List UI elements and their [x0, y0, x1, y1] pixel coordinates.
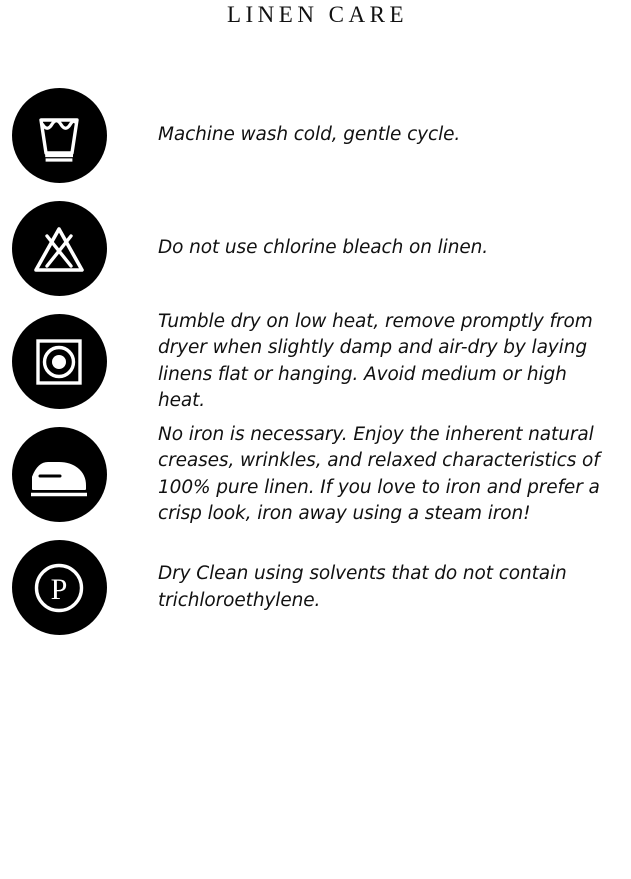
care-instruction-list: [0, 79, 631, 644]
svg-text:P: P: [50, 572, 68, 606]
text-cell: [109, 422, 617, 528]
care-row: [0, 305, 631, 418]
care-instruction-text: No iron is necessary. Enjoy the inherent natural creases, wrinkles, and relaxed characteristics of 100% pure linen. If you love to iron and prefer a crisp look, iron away using a steam iron!: [158, 423, 600, 524]
care-instruction-text: Do not use chlorine bleach on linen.: [158, 237, 489, 259]
care-instruction-text: Tumble dry on low heat, remove promptly from dryer when slightly damp and air-dry by laying linens flat or hanging. Avoid medium or high heat.: [158, 310, 593, 411]
page-title: LINEN CARE: [226, 2, 409, 27]
care-instruction-text: Dry Clean using solvents that do not contain trichloroethylene.: [158, 563, 567, 611]
icon-cell: [9, 314, 109, 409]
dry-clean-p-icon: [12, 540, 107, 635]
icon-cell: [9, 540, 109, 635]
care-row: [0, 192, 631, 305]
text-cell: [109, 309, 617, 415]
care-row: [0, 79, 631, 192]
icon-cell: [9, 427, 109, 522]
text-cell: [109, 235, 617, 262]
iron-icon: [12, 427, 107, 522]
care-row: [0, 531, 631, 644]
machine-wash-icon: [12, 88, 107, 183]
text-cell: [109, 122, 617, 149]
do-not-bleach-icon: [12, 201, 107, 296]
text-cell: [109, 561, 617, 614]
care-row: [0, 418, 631, 531]
icon-cell: [9, 201, 109, 296]
care-instruction-text: Machine wash cold, gentle cycle.: [158, 124, 461, 146]
tumble-dry-low-icon: [12, 314, 107, 409]
icon-cell: [9, 88, 109, 183]
